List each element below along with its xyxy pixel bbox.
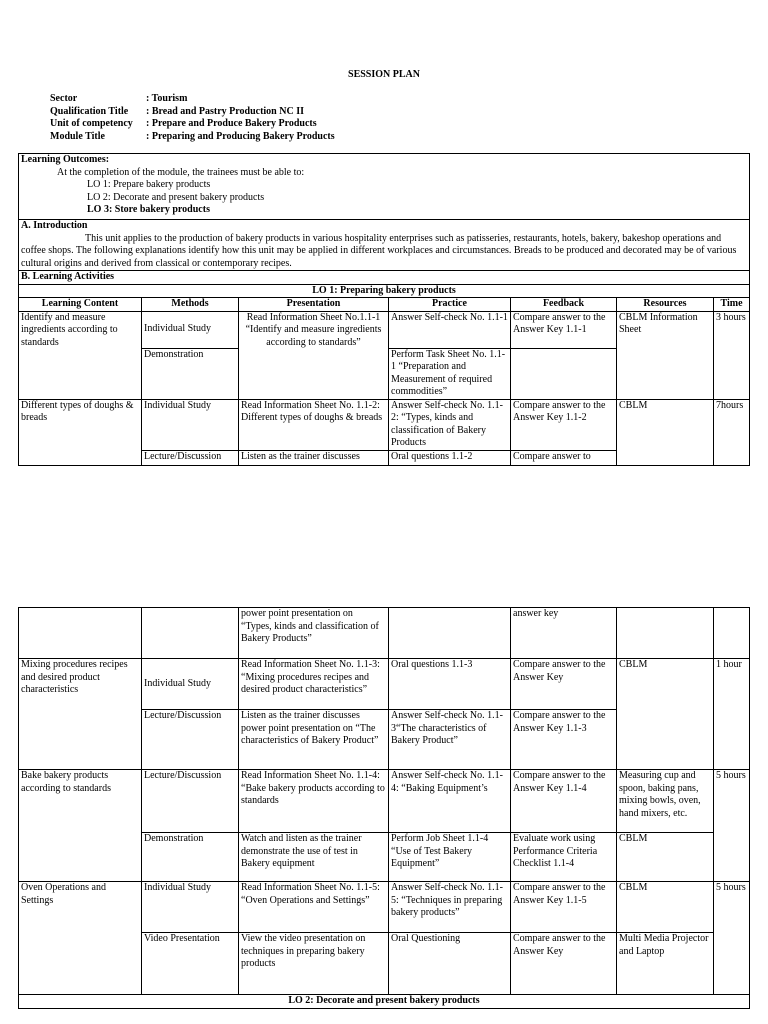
meta-row-sector: [50, 93, 335, 106]
feedback-cell: [511, 348, 617, 399]
method-cell: Demonstration: [142, 833, 239, 882]
table-row: [19, 311, 750, 348]
table-row: [19, 399, 750, 450]
table-row: [19, 659, 750, 710]
resources-cell: CBLM: [617, 882, 714, 933]
practice-cell: Answer Self-check No. 1.1-5: “Techniques in preparing bakery products”: [389, 882, 511, 933]
column-header-row: [19, 298, 750, 312]
time-cell: 7hours: [714, 399, 750, 465]
learning-outcome-item: LO 2: Decorate and present bakery products: [87, 191, 265, 203]
meta-value: : Prepare and Produce Bakery Products: [146, 118, 317, 130]
presentation-cell: Read Information Sheet No. 1.1-3: “Mixing procedures recipes and desired product characteristics”: [239, 659, 389, 710]
resources-cell: CBLM: [617, 399, 714, 465]
presentation-cell: Read Information Sheet No. 1.1-2: Different types of doughs & breads: [239, 399, 389, 450]
table-row: [19, 770, 750, 833]
method-cell: Individual Study: [142, 882, 239, 933]
introduction-heading: A. Introduction: [21, 220, 88, 231]
method-cell: [142, 608, 239, 659]
table-row: [19, 882, 750, 933]
column-header: Time: [714, 298, 750, 312]
page-title: SESSION PLAN: [348, 69, 420, 80]
feedback-cell: Compare answer to the Answer Key: [511, 933, 617, 995]
lo2-heading-row: [19, 995, 750, 1009]
learning-outcomes-intro: At the completion of the module, the trainees must be able to:: [57, 166, 305, 178]
resources-cell: [617, 608, 714, 659]
method-cell: Video Presentation: [142, 933, 239, 995]
learning-outcomes-heading: Learning Outcomes:: [21, 154, 110, 165]
practice-cell: Answer Self-check No. 1.1-3“The characteristics of Bakery Product”: [389, 710, 511, 770]
practice-cell: Oral questions 1.1-3: [389, 659, 511, 710]
time-cell: 5 hours: [714, 882, 750, 995]
introduction-cell: [19, 220, 750, 271]
meta-row-module: [50, 131, 335, 144]
column-header: Presentation: [239, 298, 389, 312]
time-cell: 5 hours: [714, 770, 750, 882]
learning-content-cell: Different types of doughs & breads: [19, 399, 142, 465]
session-plan-table-part2: [18, 607, 750, 1009]
presentation-cell: Read Information Sheet No. 1.1-5: “Oven Operations and Settings”: [239, 882, 389, 933]
presentation-cell: Read Information Sheet No.1.1-1 “Identify and measure ingredients according to standards”: [239, 311, 389, 399]
feedback-cell: answer key: [511, 608, 617, 659]
meta-value: : Tourism: [146, 93, 188, 104]
table-row: [19, 608, 750, 659]
method-cell: Individual Study: [142, 311, 239, 348]
lo1-heading-row: [19, 284, 750, 298]
presentation-cell: power point presentation on “Types, kinds and classification of Bakery Products”: [239, 608, 389, 659]
meta-key: Unit of competency: [50, 118, 133, 130]
method-cell: Demonstration: [142, 348, 239, 399]
learning-content-cell: Mixing procedures recipes and desired product characteristics: [19, 659, 142, 770]
resources-cell: Multi Media Projector and Laptop: [617, 933, 714, 995]
feedback-cell: Compare answer to the Answer Key 1.1-4: [511, 770, 617, 833]
learning-outcomes-cell: [19, 154, 750, 220]
method-cell: Individual Study: [142, 399, 239, 450]
introduction-text: This unit applies to the production of bakery products in various hospitality enterprises such as patisseries, restaurants, hotels, bakery, bakeshop operations and coffee shops. The following explanations identify how this unit may be applied in different workplaces and circumstances. Breads to be produced and decorated may be of various cultural origins and derived from classical or contemporary recipes.: [21, 232, 737, 269]
presentation-cell: Read Information Sheet No. 1.1-4: “Bake bakery products according to standards: [239, 770, 389, 833]
presentation-cell: View the video presentation on techniques in preparing bakery products: [239, 933, 389, 995]
column-header: Practice: [389, 298, 511, 312]
meta-value: : Preparing and Producing Bakery Products: [146, 130, 335, 142]
activities-heading-row: [19, 271, 750, 285]
method-cell: Individual Study: [142, 659, 239, 710]
learning-outcome-item: LO 3: Store bakery products: [87, 204, 210, 215]
resources-cell: CBLM Information Sheet: [617, 311, 714, 399]
time-cell: 3 hours: [714, 311, 750, 399]
meta-row-qualification: [50, 106, 335, 119]
feedback-cell: Compare answer to the Answer Key 1.1-1: [511, 311, 617, 348]
feedback-cell: Compare answer to the Answer Key 1.1-5: [511, 882, 617, 933]
practice-cell: [389, 608, 511, 659]
column-header: Feedback: [511, 298, 617, 312]
column-header: Learning Content: [19, 298, 142, 312]
practice-cell: Perform Task Sheet No. 1.1-1 “Preparation and Measurement of required commodities”: [389, 348, 511, 399]
feedback-cell: Compare answer to: [511, 450, 617, 465]
lo1-heading: LO 1: Preparing bakery products: [19, 284, 750, 298]
learning-outcome-item: LO 1: Prepare bakery products: [87, 179, 211, 190]
learning-content-cell: Identify and measure ingredients according to standards: [19, 311, 142, 399]
presentation-cell: Watch and listen as the trainer demonstrate the use of test in Bakery equipment: [239, 833, 389, 882]
introduction-row: [19, 220, 750, 271]
method-cell: Lecture/Discussion: [142, 450, 239, 465]
resources-cell: CBLM: [617, 659, 714, 770]
resources-cell: Measuring cup and spoon, baking pans, mixing bowls, oven, hand mixers, etc.: [617, 770, 714, 833]
practice-cell: Oral questions 1.1-2: [389, 450, 511, 465]
activities-heading: B. Learning Activities: [19, 271, 750, 285]
meta-key: Qualification Title: [50, 105, 129, 117]
feedback-cell: Compare answer to the Answer Key: [511, 659, 617, 710]
practice-cell: Oral Questioning: [389, 933, 511, 995]
session-plan-table-part1: [18, 153, 750, 466]
practice-cell: Perform Job Sheet 1.1-4 “Use of Test Bakery Equipment”: [389, 833, 511, 882]
presentation-cell: Listen as the trainer discusses: [239, 450, 389, 465]
feedback-cell: Compare answer to the Answer Key 1.1-3: [511, 710, 617, 770]
feedback-cell: Compare answer to the Answer Key 1.1-2: [511, 399, 617, 450]
practice-cell: Answer Self-check No. 1.1-4: “Baking Equipment’s: [389, 770, 511, 833]
presentation-cell: Listen as the trainer discusses power point presentation on “The characteristics of Bakery Product”: [239, 710, 389, 770]
method-cell: Lecture/Discussion: [142, 770, 239, 833]
feedback-cell: Evaluate work using Performance Criteria Checklist 1.1-4: [511, 833, 617, 882]
time-cell: [714, 608, 750, 659]
learning-content-cell: Oven Operations and Settings: [19, 882, 142, 995]
method-cell: Lecture/Discussion: [142, 710, 239, 770]
module-info: [50, 93, 335, 143]
meta-key: Module Title: [50, 130, 105, 142]
column-header: Resources: [617, 298, 714, 312]
learning-content-cell: [19, 608, 142, 659]
learning-outcomes-row: [19, 154, 750, 220]
practice-cell: Answer Self-check No. 1.1-1: [389, 311, 511, 348]
lo2-heading: LO 2: Decorate and present bakery products: [19, 995, 750, 1009]
page-break: [0, 469, 768, 606]
column-header: Methods: [142, 298, 239, 312]
meta-key: Sector: [50, 93, 78, 104]
practice-cell: Answer Self-check No. 1.1-2: “Types, kinds and classification of Bakery Products: [389, 399, 511, 450]
time-cell: 1 hour: [714, 659, 750, 770]
resources-cell: CBLM: [617, 833, 714, 882]
learning-content-cell: Bake bakery products according to standards: [19, 770, 142, 882]
meta-row-unit: [50, 118, 335, 131]
meta-value: : Bread and Pastry Production NC II: [146, 105, 304, 117]
